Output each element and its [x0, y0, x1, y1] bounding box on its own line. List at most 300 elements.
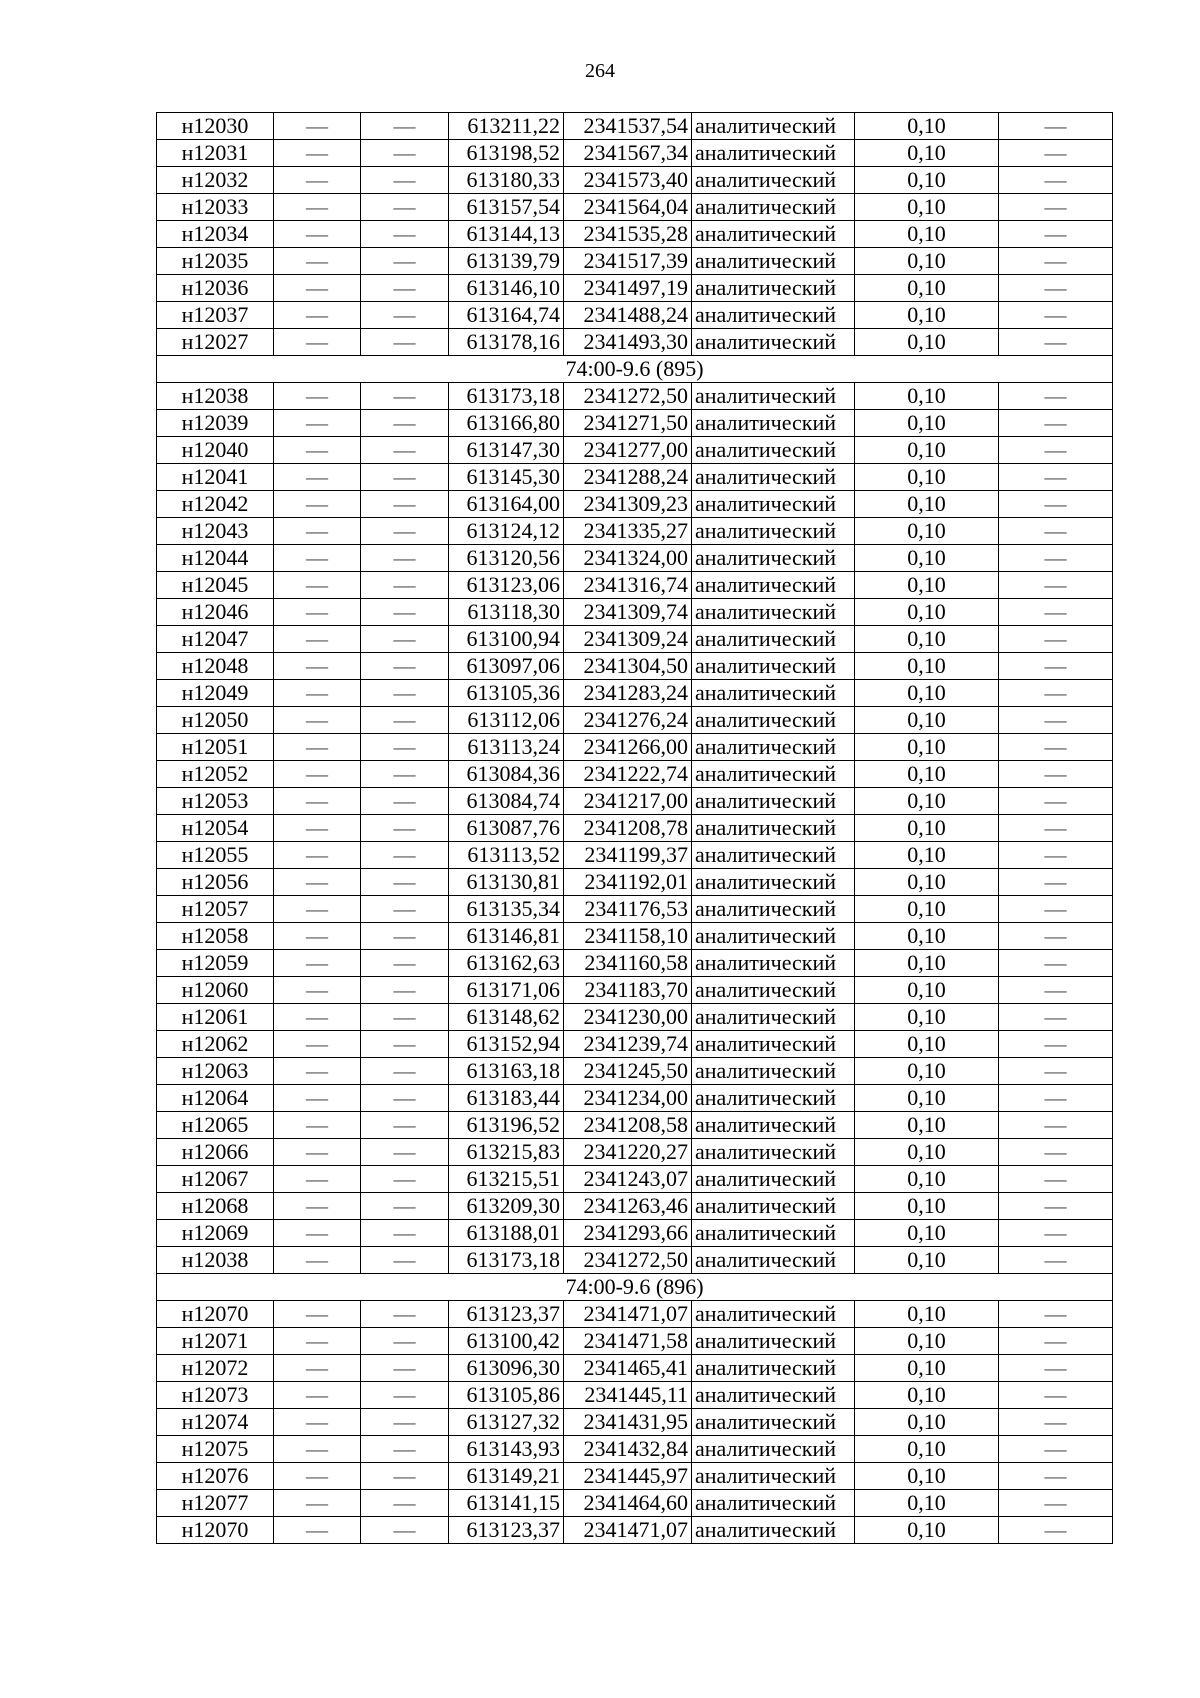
method-cell: аналитический	[692, 1004, 855, 1031]
dash-cell: —	[361, 1166, 449, 1193]
point-name-cell: н12052	[157, 761, 274, 788]
dash-cell: —	[999, 518, 1113, 545]
dash-cell: —	[999, 1085, 1113, 1112]
method-cell: аналитический	[692, 680, 855, 707]
dash-cell: —	[999, 734, 1113, 761]
y-coordinate-cell: 2341304,50	[564, 653, 692, 680]
x-coordinate-cell: 613148,62	[449, 1004, 564, 1031]
x-coordinate-cell: 613215,83	[449, 1139, 564, 1166]
dash-cell: —	[361, 1328, 449, 1355]
dash-cell: —	[361, 680, 449, 707]
dash-cell: —	[999, 626, 1113, 653]
dash-cell: —	[361, 140, 449, 167]
x-coordinate-cell: 613166,80	[449, 410, 564, 437]
point-name-cell: н12031	[157, 140, 274, 167]
dash-cell: —	[361, 977, 449, 1004]
method-cell: аналитический	[692, 1382, 855, 1409]
dash-cell: —	[361, 545, 449, 572]
dash-cell: —	[999, 761, 1113, 788]
dash-cell: —	[274, 1112, 361, 1139]
point-name-cell: н12060	[157, 977, 274, 1004]
table-row	[157, 1409, 1113, 1436]
dash-cell: —	[361, 923, 449, 950]
y-coordinate-cell: 2341158,10	[564, 923, 692, 950]
method-cell: аналитический	[692, 977, 855, 1004]
y-coordinate-cell: 2341230,00	[564, 1004, 692, 1031]
table-row	[157, 1247, 1113, 1274]
method-cell: аналитический	[692, 1058, 855, 1085]
y-coordinate-cell: 2341471,58	[564, 1328, 692, 1355]
dash-cell: —	[274, 1301, 361, 1328]
table-row	[157, 572, 1113, 599]
x-coordinate-cell: 613163,18	[449, 1058, 564, 1085]
x-coordinate-cell: 613084,36	[449, 761, 564, 788]
dash-cell: —	[361, 329, 449, 356]
dash-cell: —	[999, 545, 1113, 572]
point-name-cell: н12034	[157, 221, 274, 248]
y-coordinate-cell: 2341488,24	[564, 302, 692, 329]
point-name-cell: н12053	[157, 788, 274, 815]
accuracy-cell: 0,10	[855, 1247, 999, 1274]
dash-cell: —	[274, 1463, 361, 1490]
y-coordinate-cell: 2341234,00	[564, 1085, 692, 1112]
point-name-cell: н12068	[157, 1193, 274, 1220]
point-name-cell: н12050	[157, 707, 274, 734]
x-coordinate-cell: 613164,00	[449, 491, 564, 518]
method-cell: аналитический	[692, 1355, 855, 1382]
page-number: 264	[585, 60, 615, 82]
dash-cell: —	[999, 383, 1113, 410]
dash-cell: —	[274, 1085, 361, 1112]
dash-cell: —	[999, 329, 1113, 356]
y-coordinate-cell: 2341497,19	[564, 275, 692, 302]
y-coordinate-cell: 2341243,07	[564, 1166, 692, 1193]
dash-cell: —	[274, 842, 361, 869]
accuracy-cell: 0,10	[855, 1382, 999, 1409]
table-row	[157, 221, 1113, 248]
dash-cell: —	[999, 1517, 1113, 1544]
point-name-cell: н12033	[157, 194, 274, 221]
dash-cell: —	[274, 275, 361, 302]
dash-cell: —	[999, 572, 1113, 599]
y-coordinate-cell: 2341431,95	[564, 1409, 692, 1436]
point-name-cell: н12045	[157, 572, 274, 599]
method-cell: аналитический	[692, 788, 855, 815]
x-coordinate-cell: 613113,24	[449, 734, 564, 761]
table-row	[157, 1463, 1113, 1490]
x-coordinate-cell: 613196,52	[449, 1112, 564, 1139]
dash-cell: —	[999, 1301, 1113, 1328]
dash-cell: —	[274, 788, 361, 815]
dash-cell: —	[361, 167, 449, 194]
accuracy-cell: 0,10	[855, 1004, 999, 1031]
dash-cell: —	[274, 734, 361, 761]
y-coordinate-cell: 2341324,00	[564, 545, 692, 572]
accuracy-cell: 0,10	[855, 572, 999, 599]
dash-cell: —	[274, 626, 361, 653]
x-coordinate-cell: 613118,30	[449, 599, 564, 626]
method-cell: аналитический	[692, 545, 855, 572]
point-name-cell: н12046	[157, 599, 274, 626]
dash-cell: —	[274, 680, 361, 707]
accuracy-cell: 0,10	[855, 1301, 999, 1328]
dash-cell: —	[999, 194, 1113, 221]
table-row	[157, 923, 1113, 950]
accuracy-cell: 0,10	[855, 194, 999, 221]
dash-cell: —	[361, 653, 449, 680]
accuracy-cell: 0,10	[855, 1409, 999, 1436]
dash-cell: —	[361, 788, 449, 815]
accuracy-cell: 0,10	[855, 1220, 999, 1247]
section-header-row	[157, 1274, 1113, 1301]
y-coordinate-cell: 2341309,23	[564, 491, 692, 518]
point-name-cell: н12056	[157, 869, 274, 896]
dash-cell: —	[361, 464, 449, 491]
dash-cell: —	[274, 1247, 361, 1274]
table-row	[157, 1139, 1113, 1166]
point-name-cell: н12074	[157, 1409, 274, 1436]
dash-cell: —	[361, 1247, 449, 1274]
method-cell: аналитический	[692, 113, 855, 140]
dash-cell: —	[274, 545, 361, 572]
y-coordinate-cell: 2341535,28	[564, 221, 692, 248]
point-name-cell: н12032	[157, 167, 274, 194]
x-coordinate-cell: 613173,18	[449, 383, 564, 410]
x-coordinate-cell: 613123,37	[449, 1517, 564, 1544]
x-coordinate-cell: 613146,81	[449, 923, 564, 950]
table-row	[157, 977, 1113, 1004]
table-row	[157, 140, 1113, 167]
method-cell: аналитический	[692, 1085, 855, 1112]
dash-cell: —	[274, 518, 361, 545]
dash-cell: —	[999, 1031, 1113, 1058]
point-name-cell: н12044	[157, 545, 274, 572]
x-coordinate-cell: 613139,79	[449, 248, 564, 275]
accuracy-cell: 0,10	[855, 464, 999, 491]
dash-cell: —	[274, 491, 361, 518]
dash-cell: —	[999, 1436, 1113, 1463]
dash-cell: —	[999, 653, 1113, 680]
point-name-cell: н12064	[157, 1085, 274, 1112]
dash-cell: —	[999, 464, 1113, 491]
x-coordinate-cell: 613198,52	[449, 140, 564, 167]
dash-cell: —	[361, 275, 449, 302]
x-coordinate-cell: 613211,22	[449, 113, 564, 140]
x-coordinate-cell: 613146,10	[449, 275, 564, 302]
dash-cell: —	[999, 896, 1113, 923]
table-row	[157, 1112, 1113, 1139]
dash-cell: —	[274, 815, 361, 842]
dash-cell: —	[999, 599, 1113, 626]
point-name-cell: н12067	[157, 1166, 274, 1193]
point-name-cell: н12037	[157, 302, 274, 329]
dash-cell: —	[999, 869, 1113, 896]
x-coordinate-cell: 613157,54	[449, 194, 564, 221]
accuracy-cell: 0,10	[855, 599, 999, 626]
dash-cell: —	[999, 140, 1113, 167]
dash-cell: —	[361, 1490, 449, 1517]
dash-cell: —	[361, 572, 449, 599]
accuracy-cell: 0,10	[855, 1112, 999, 1139]
table-row	[157, 1193, 1113, 1220]
dash-cell: —	[274, 194, 361, 221]
accuracy-cell: 0,10	[855, 950, 999, 977]
dash-cell: —	[999, 977, 1113, 1004]
y-coordinate-cell: 2341272,50	[564, 1247, 692, 1274]
table-row	[157, 869, 1113, 896]
dash-cell: —	[361, 248, 449, 275]
dash-cell: —	[361, 1004, 449, 1031]
method-cell: аналитический	[692, 410, 855, 437]
y-coordinate-cell: 2341271,50	[564, 410, 692, 437]
dash-cell: —	[274, 167, 361, 194]
table-row	[157, 1382, 1113, 1409]
y-coordinate-cell: 2341471,07	[564, 1301, 692, 1328]
y-coordinate-cell: 2341432,84	[564, 1436, 692, 1463]
accuracy-cell: 0,10	[855, 140, 999, 167]
dash-cell: —	[999, 1490, 1113, 1517]
point-name-cell: н12041	[157, 464, 274, 491]
accuracy-cell: 0,10	[855, 329, 999, 356]
dash-cell: —	[999, 1139, 1113, 1166]
table-row	[157, 194, 1113, 221]
method-cell: аналитический	[692, 302, 855, 329]
accuracy-cell: 0,10	[855, 275, 999, 302]
accuracy-cell: 0,10	[855, 653, 999, 680]
x-coordinate-cell: 613112,06	[449, 707, 564, 734]
accuracy-cell: 0,10	[855, 1490, 999, 1517]
dash-cell: —	[999, 788, 1113, 815]
table-row	[157, 653, 1113, 680]
method-cell: аналитический	[692, 383, 855, 410]
point-name-cell: н12047	[157, 626, 274, 653]
dash-cell: —	[274, 1166, 361, 1193]
dash-cell: —	[274, 1355, 361, 1382]
dash-cell: —	[274, 464, 361, 491]
x-coordinate-cell: 613178,16	[449, 329, 564, 356]
y-coordinate-cell: 2341445,97	[564, 1463, 692, 1490]
y-coordinate-cell: 2341309,24	[564, 626, 692, 653]
y-coordinate-cell: 2341288,24	[564, 464, 692, 491]
dash-cell: —	[274, 599, 361, 626]
accuracy-cell: 0,10	[855, 113, 999, 140]
x-coordinate-cell: 613147,30	[449, 437, 564, 464]
x-coordinate-cell: 613096,30	[449, 1355, 564, 1382]
point-name-cell: н12066	[157, 1139, 274, 1166]
dash-cell: —	[999, 1220, 1113, 1247]
y-coordinate-cell: 2341564,04	[564, 194, 692, 221]
table-row	[157, 248, 1113, 275]
x-coordinate-cell: 613152,94	[449, 1031, 564, 1058]
method-cell: аналитический	[692, 842, 855, 869]
dash-cell: —	[999, 1004, 1113, 1031]
dash-cell: —	[999, 491, 1113, 518]
dash-cell: —	[274, 896, 361, 923]
accuracy-cell: 0,10	[855, 1328, 999, 1355]
dash-cell: —	[361, 491, 449, 518]
dash-cell: —	[274, 707, 361, 734]
accuracy-cell: 0,10	[855, 1085, 999, 1112]
accuracy-cell: 0,10	[855, 896, 999, 923]
dash-cell: —	[999, 275, 1113, 302]
dash-cell: —	[999, 707, 1113, 734]
dash-cell: —	[361, 410, 449, 437]
dash-cell: —	[274, 329, 361, 356]
point-name-cell: н12040	[157, 437, 274, 464]
dash-cell: —	[274, 1409, 361, 1436]
x-coordinate-cell: 613120,56	[449, 545, 564, 572]
method-cell: аналитический	[692, 221, 855, 248]
point-name-cell: н12063	[157, 1058, 274, 1085]
dash-cell: —	[274, 923, 361, 950]
table-row	[157, 329, 1113, 356]
table-row	[157, 761, 1113, 788]
method-cell: аналитический	[692, 1463, 855, 1490]
method-cell: аналитический	[692, 734, 855, 761]
y-coordinate-cell: 2341220,27	[564, 1139, 692, 1166]
method-cell: аналитический	[692, 1328, 855, 1355]
table-row	[157, 815, 1113, 842]
y-coordinate-cell: 2341316,74	[564, 572, 692, 599]
y-coordinate-cell: 2341217,00	[564, 788, 692, 815]
dash-cell: —	[274, 1139, 361, 1166]
dash-cell: —	[361, 1301, 449, 1328]
method-cell: аналитический	[692, 194, 855, 221]
y-coordinate-cell: 2341245,50	[564, 1058, 692, 1085]
x-coordinate-cell: 613113,52	[449, 842, 564, 869]
dash-cell: —	[999, 1112, 1113, 1139]
dash-cell: —	[274, 1436, 361, 1463]
accuracy-cell: 0,10	[855, 545, 999, 572]
x-coordinate-cell: 613162,63	[449, 950, 564, 977]
dash-cell: —	[999, 248, 1113, 275]
table-row	[157, 275, 1113, 302]
method-cell: аналитический	[692, 1112, 855, 1139]
dash-cell: —	[999, 815, 1113, 842]
table-row	[157, 950, 1113, 977]
dash-cell: —	[274, 302, 361, 329]
table-row	[157, 1301, 1113, 1328]
table-row	[157, 707, 1113, 734]
x-coordinate-cell: 613149,21	[449, 1463, 564, 1490]
dash-cell: —	[274, 761, 361, 788]
dash-cell: —	[361, 194, 449, 221]
x-coordinate-cell: 613173,18	[449, 1247, 564, 1274]
table-row	[157, 1328, 1113, 1355]
accuracy-cell: 0,10	[855, 707, 999, 734]
method-cell: аналитический	[692, 329, 855, 356]
accuracy-cell: 0,10	[855, 302, 999, 329]
accuracy-cell: 0,10	[855, 1463, 999, 1490]
dash-cell: —	[361, 437, 449, 464]
dash-cell: —	[361, 1085, 449, 1112]
accuracy-cell: 0,10	[855, 248, 999, 275]
y-coordinate-cell: 2341277,00	[564, 437, 692, 464]
y-coordinate-cell: 2341266,00	[564, 734, 692, 761]
y-coordinate-cell: 2341445,11	[564, 1382, 692, 1409]
x-coordinate-cell: 613171,06	[449, 977, 564, 1004]
x-coordinate-cell: 613100,94	[449, 626, 564, 653]
y-coordinate-cell: 2341537,54	[564, 113, 692, 140]
dash-cell: —	[361, 761, 449, 788]
y-coordinate-cell: 2341199,37	[564, 842, 692, 869]
x-coordinate-cell: 613123,37	[449, 1301, 564, 1328]
accuracy-cell: 0,10	[855, 923, 999, 950]
dash-cell: —	[361, 734, 449, 761]
y-coordinate-cell: 2341222,74	[564, 761, 692, 788]
method-cell: аналитический	[692, 626, 855, 653]
table-row	[157, 1220, 1113, 1247]
dash-cell: —	[274, 113, 361, 140]
accuracy-cell: 0,10	[855, 383, 999, 410]
method-cell: аналитический	[692, 599, 855, 626]
table-body	[157, 113, 1113, 1544]
dash-cell: —	[999, 842, 1113, 869]
y-coordinate-cell: 2341335,27	[564, 518, 692, 545]
y-coordinate-cell: 2341309,74	[564, 599, 692, 626]
table-row	[157, 1031, 1113, 1058]
point-name-cell: н12048	[157, 653, 274, 680]
point-name-cell: н12030	[157, 113, 274, 140]
dash-cell: —	[274, 977, 361, 1004]
y-coordinate-cell: 2341293,66	[564, 1220, 692, 1247]
y-coordinate-cell: 2341464,60	[564, 1490, 692, 1517]
method-cell: аналитический	[692, 167, 855, 194]
x-coordinate-cell: 613124,12	[449, 518, 564, 545]
method-cell: аналитический	[692, 653, 855, 680]
point-name-cell: н12065	[157, 1112, 274, 1139]
method-cell: аналитический	[692, 1193, 855, 1220]
y-coordinate-cell: 2341160,58	[564, 950, 692, 977]
x-coordinate-cell: 613105,36	[449, 680, 564, 707]
y-coordinate-cell: 2341283,24	[564, 680, 692, 707]
dash-cell: —	[361, 707, 449, 734]
dash-cell: —	[361, 1355, 449, 1382]
y-coordinate-cell: 2341493,30	[564, 329, 692, 356]
x-coordinate-cell: 613145,30	[449, 464, 564, 491]
dash-cell: —	[274, 1193, 361, 1220]
dash-cell: —	[999, 1355, 1113, 1382]
table-row	[157, 896, 1113, 923]
method-cell: аналитический	[692, 1490, 855, 1517]
y-coordinate-cell: 2341471,07	[564, 1517, 692, 1544]
method-cell: аналитический	[692, 518, 855, 545]
table-row	[157, 113, 1113, 140]
dash-cell: —	[999, 1409, 1113, 1436]
dash-cell: —	[361, 1058, 449, 1085]
table-row	[157, 383, 1113, 410]
dash-cell: —	[361, 896, 449, 923]
dash-cell: —	[361, 815, 449, 842]
dash-cell: —	[361, 1139, 449, 1166]
accuracy-cell: 0,10	[855, 977, 999, 1004]
y-coordinate-cell: 2341263,46	[564, 1193, 692, 1220]
dash-cell: —	[274, 950, 361, 977]
method-cell: аналитический	[692, 815, 855, 842]
point-name-cell: н12073	[157, 1382, 274, 1409]
method-cell: аналитический	[692, 572, 855, 599]
method-cell: аналитический	[692, 491, 855, 518]
method-cell: аналитический	[692, 1301, 855, 1328]
point-name-cell: н12076	[157, 1463, 274, 1490]
point-name-cell: н12038	[157, 1247, 274, 1274]
dash-cell: —	[361, 1517, 449, 1544]
dash-cell: —	[999, 410, 1113, 437]
point-name-cell: н12055	[157, 842, 274, 869]
table-row	[157, 464, 1113, 491]
table-row	[157, 1004, 1113, 1031]
section-header: 74:00-9.6 (895)	[157, 356, 1113, 383]
